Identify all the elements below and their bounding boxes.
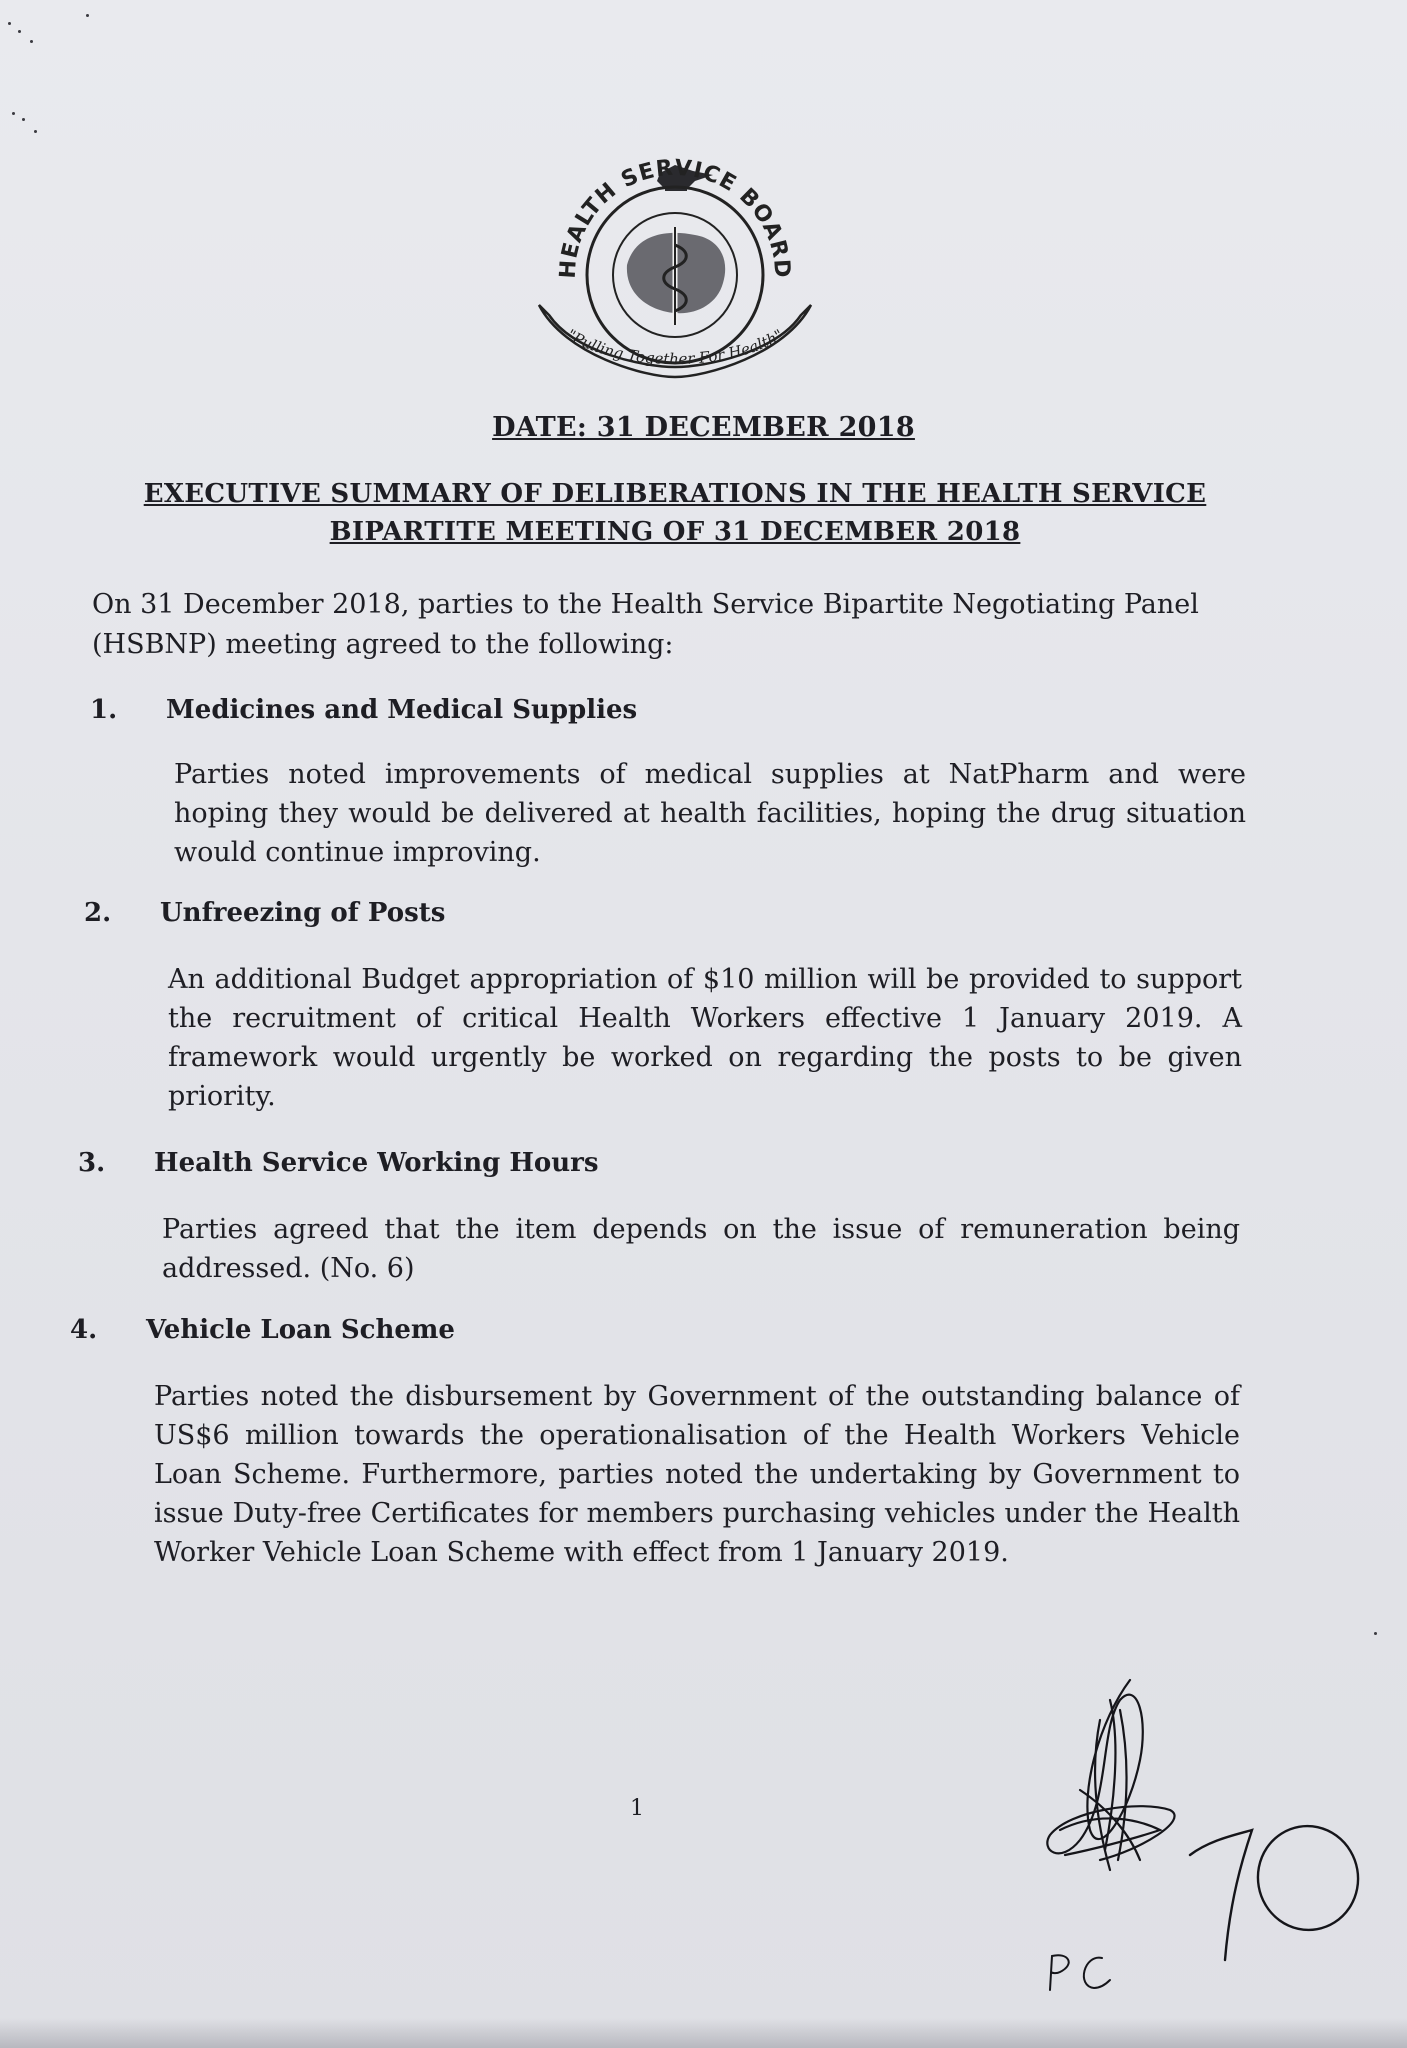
scan-speck <box>34 130 37 133</box>
scan-speck <box>1374 1632 1377 1635</box>
item-number: 4. <box>70 1315 98 1345</box>
scan-speck <box>30 40 33 43</box>
document-date: DATE: 31 DECEMBER 2018 <box>492 412 915 443</box>
title-line-1: EXECUTIVE SUMMARY OF DELIBERATIONS IN THE HEALTH SERVICE <box>143 479 1207 509</box>
svg-text:PC: PC <box>1060 1996 1066 2001</box>
scan-speck <box>22 118 25 121</box>
title-line-2: BIPARTITE MEETING OF 31 DECEMBER 2018 <box>329 517 1021 547</box>
page-number: 1 <box>630 1796 644 1821</box>
scan-speck <box>12 112 15 115</box>
item-heading: Health Service Working Hours <box>154 1148 599 1178</box>
document-title <box>110 475 1240 551</box>
item-body: Parties agreed that the item depends on the issue of remuneration being addressed. (No. 6) <box>162 1214 1240 1284</box>
intro-paragraph: On 31 December 2018, parties to the Health Service Bipartite Negotiating Panel (HSBNP) meeting agreed to the following: <box>92 589 1199 660</box>
handwritten-signature <box>1020 1660 1380 2030</box>
item-body: An additional Budget appropriation of $10 million will be provided to support the recruitment of critical Health Workers effective 1 January 2019. A framework would urgently be worked on regarding the posts to be given priority. <box>168 964 1242 1112</box>
item-body: Parties noted the disbursement by Government of the outstanding balance of US$6 million towards the operationalisation of the Health Workers Vehicle Loan Scheme. Furthermore, parties noted the undertaking by Government to issue Duty-free Certificates for members purchasing vehicles under the Health Worker Vehicle Loan Scheme with effect from 1 January 2019. <box>154 1381 1240 1568</box>
scan-speck <box>86 14 89 17</box>
item-number: 2. <box>84 898 112 928</box>
item-heading: Unfreezing of Posts <box>160 898 446 928</box>
logo-motto: "Pulling Together For Health" <box>563 325 787 369</box>
item-body: Parties noted improvements of medical supplies at NatPharm and were hoping they would be delivered at health facilities, hoping the drug situation would continue improving. <box>174 759 1246 868</box>
health-service-board-logo <box>525 155 825 385</box>
logo-ring-text: HEALTH SERVICE BOARD <box>555 155 795 280</box>
svg-text:70: 70 <box>1220 1806 1226 1811</box>
item-number: 1. <box>90 695 118 725</box>
item-heading: Medicines and Medical Supplies <box>166 695 638 725</box>
item-number: 3. <box>78 1148 106 1178</box>
handwritten-initials <box>1050 1955 1110 2001</box>
item-heading: Vehicle Loan Scheme <box>146 1315 455 1345</box>
scan-speck <box>8 22 11 25</box>
scan-speck <box>18 30 21 33</box>
handwritten-number <box>1190 1806 1366 1960</box>
